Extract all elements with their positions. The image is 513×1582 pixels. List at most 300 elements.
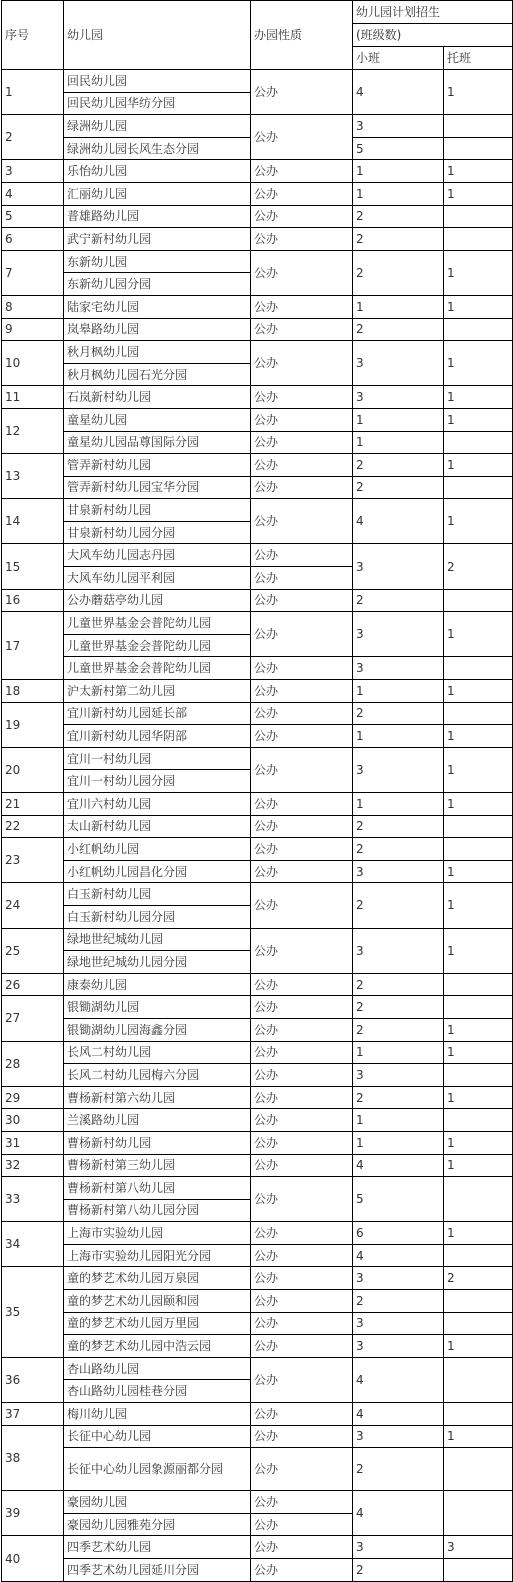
table-row — [2, 680, 513, 703]
kindergarten-cell: 太山新村幼儿园 — [64, 815, 251, 838]
small-cell: 3 — [353, 1312, 444, 1335]
nature-cell: 公办 — [251, 341, 353, 386]
nursery-cell: 1 — [444, 1425, 513, 1448]
small-cell: 2 — [353, 1448, 444, 1491]
nursery-cell: 1 — [444, 928, 513, 973]
small-cell: 2 — [353, 1018, 444, 1041]
kindergarten-cell: 宜川一村幼儿园分园 — [64, 770, 251, 793]
kindergarten-cell: 长风二村幼儿园梅六分园 — [64, 1064, 251, 1087]
seq-cell: 22 — [2, 815, 64, 838]
table-row — [2, 996, 513, 1019]
nursery-cell: 1 — [444, 1018, 513, 1041]
nursery-cell — [444, 476, 513, 499]
kindergarten-cell: 儿童世界基金会普陀幼儿园 — [64, 657, 251, 680]
header-row — [2, 1, 513, 24]
table-row — [2, 838, 513, 861]
small-cell: 1 — [353, 1131, 444, 1154]
nursery-cell: 1 — [444, 454, 513, 477]
nursery-cell: 1 — [444, 499, 513, 544]
nature-cell: 公办 — [251, 1131, 353, 1154]
table-row — [2, 1109, 513, 1132]
nature-cell: 公办 — [251, 1403, 353, 1426]
nature-cell: 公办 — [251, 160, 353, 183]
table-row — [2, 1335, 513, 1358]
nature-cell: 公办 — [251, 1312, 353, 1335]
small-cell: 2 — [353, 205, 444, 228]
table-row — [2, 408, 513, 431]
kindergarten-cell: 汇丽幼儿园 — [64, 182, 251, 205]
nature-cell: 公办 — [251, 408, 353, 431]
table-row — [2, 928, 513, 951]
small-cell: 4 — [353, 1403, 444, 1426]
table-row — [2, 860, 513, 883]
seq-cell: 1 — [2, 70, 64, 115]
kindergarten-cell: 沪太新村第二幼儿园 — [64, 680, 251, 703]
kindergarten-cell: 甘泉新村幼儿园 — [64, 499, 251, 522]
small-cell: 1 — [353, 680, 444, 703]
small-cell: 2 — [353, 589, 444, 612]
seq-cell: 7 — [2, 250, 64, 295]
nursery-cell: 1 — [444, 408, 513, 431]
seq-cell: 40 — [2, 1536, 64, 1581]
kindergarten-cell: 东新幼儿园分园 — [64, 273, 251, 296]
nature-cell: 公办 — [251, 544, 353, 567]
kindergarten-cell: 宜川六村幼儿园 — [64, 793, 251, 816]
small-cell: 6 — [353, 1222, 444, 1245]
table-row — [2, 1222, 513, 1245]
kindergarten-cell: 长风二村幼儿园 — [64, 1041, 251, 1064]
table-row — [2, 612, 513, 635]
nature-cell: 公办 — [251, 70, 353, 115]
nursery-cell: 1 — [444, 883, 513, 928]
nature-cell: 公办 — [251, 1425, 353, 1448]
nature-cell: 公办 — [251, 1491, 353, 1514]
seq-cell: 27 — [2, 996, 64, 1041]
nursery-cell — [444, 205, 513, 228]
header-kindergarten: 幼儿园 — [64, 1, 251, 70]
seq-cell: 12 — [2, 408, 64, 453]
nursery-cell: 1 — [444, 1041, 513, 1064]
table-body — [2, 1, 513, 1582]
kindergarten-cell: 豪园幼儿园 — [64, 1491, 251, 1514]
seq-cell: 32 — [2, 1154, 64, 1177]
table-row — [2, 725, 513, 748]
small-cell: 4 — [353, 70, 444, 115]
kindergarten-cell: 童的梦艺术幼儿园颐和园 — [64, 1290, 251, 1313]
table-row — [2, 1131, 513, 1154]
nursery-cell — [444, 1559, 513, 1582]
nature-cell: 公办 — [251, 1536, 353, 1559]
nature-cell: 公办 — [251, 476, 353, 499]
seq-cell: 2 — [2, 115, 64, 160]
nature-cell: 公办 — [251, 657, 353, 680]
nature-cell: 公办 — [251, 725, 353, 748]
small-cell: 1 — [353, 295, 444, 318]
table-row — [2, 70, 513, 93]
nursery-cell — [444, 815, 513, 838]
kindergarten-cell: 杏山路幼儿园桂巷分园 — [64, 1380, 251, 1403]
kindergarten-cell: 回民幼儿园 — [64, 70, 251, 93]
table-row — [2, 115, 513, 138]
seq-cell: 24 — [2, 883, 64, 928]
nursery-cell — [444, 1177, 513, 1222]
table-row — [2, 250, 513, 273]
kindergarten-cell: 甘泉新村幼儿园分园 — [64, 521, 251, 544]
nature-cell: 公办 — [251, 973, 353, 996]
nursery-cell — [444, 228, 513, 251]
table-row — [2, 295, 513, 318]
nature-cell: 公办 — [251, 1177, 353, 1222]
small-cell: 2 — [353, 1086, 444, 1109]
small-cell: 3 — [353, 928, 444, 973]
table-row — [2, 205, 513, 228]
nature-cell: 公办 — [251, 567, 353, 590]
table-row — [2, 1154, 513, 1177]
nature-cell: 公办 — [251, 996, 353, 1019]
kindergarten-cell: 银锄湖幼儿园 — [64, 996, 251, 1019]
nature-cell: 公办 — [251, 1448, 353, 1491]
small-cell: 4 — [353, 1491, 444, 1536]
small-cell: 2 — [353, 815, 444, 838]
nursery-cell: 1 — [444, 182, 513, 205]
table-row — [2, 589, 513, 612]
nature-cell: 公办 — [251, 1267, 353, 1290]
kindergarten-cell: 四季艺术幼儿园延川分园 — [64, 1559, 251, 1582]
header-nursery: 托班 — [444, 47, 513, 70]
seq-cell: 15 — [2, 544, 64, 589]
nursery-cell: 1 — [444, 295, 513, 318]
kindergarten-cell: 宜川新村幼儿园华阴部 — [64, 725, 251, 748]
kindergarten-cell: 曹杨新村第八幼儿园 — [64, 1177, 251, 1200]
nursery-cell — [444, 657, 513, 680]
nature-cell: 公办 — [251, 680, 353, 703]
table-row — [2, 1559, 513, 1582]
nursery-cell — [444, 589, 513, 612]
small-cell: 2 — [353, 702, 444, 725]
small-cell: 3 — [353, 386, 444, 409]
kindergarten-cell: 石岚新村幼儿园 — [64, 386, 251, 409]
nursery-cell: 1 — [444, 341, 513, 386]
small-cell: 3 — [353, 1335, 444, 1358]
seq-cell: 10 — [2, 341, 64, 386]
nursery-cell — [444, 1290, 513, 1313]
small-cell: 4 — [353, 1154, 444, 1177]
kindergarten-cell: 上海市实验幼儿园 — [64, 1222, 251, 1245]
nature-cell: 公办 — [251, 454, 353, 477]
table-row — [2, 1018, 513, 1041]
table-row — [2, 1064, 513, 1087]
small-cell: 3 — [353, 115, 444, 138]
nursery-cell — [444, 1357, 513, 1402]
small-cell: 3 — [353, 544, 444, 589]
kindergarten-cell: 武宁新村幼儿园 — [64, 228, 251, 251]
nursery-cell — [444, 431, 513, 454]
kindergarten-cell: 乐怡幼儿园 — [64, 160, 251, 183]
kindergarten-cell: 宜川新村幼儿园延长部 — [64, 702, 251, 725]
nursery-cell: 1 — [444, 793, 513, 816]
seq-cell: 18 — [2, 680, 64, 703]
nursery-cell: 1 — [444, 1154, 513, 1177]
kindergarten-cell: 管弄新村幼儿园宝华分园 — [64, 476, 251, 499]
small-cell: 2 — [353, 1290, 444, 1313]
small-cell: 3 — [353, 612, 444, 657]
table-row — [2, 182, 513, 205]
nursery-cell: 1 — [444, 160, 513, 183]
small-cell: 4 — [353, 499, 444, 544]
kindergarten-cell: 四季艺术幼儿园 — [64, 1536, 251, 1559]
table-row — [2, 1536, 513, 1559]
nursery-cell — [444, 996, 513, 1019]
nursery-cell: 1 — [444, 386, 513, 409]
seq-cell: 5 — [2, 205, 64, 228]
nature-cell: 公办 — [251, 793, 353, 816]
nature-cell: 公办 — [251, 883, 353, 928]
kindergarten-cell: 陆家宅幼儿园 — [64, 295, 251, 318]
seq-cell: 13 — [2, 454, 64, 499]
nature-cell: 公办 — [251, 205, 353, 228]
table-row — [2, 431, 513, 454]
kindergarten-cell: 管弄新村幼儿园 — [64, 454, 251, 477]
nursery-cell — [444, 1312, 513, 1335]
small-cell: 1 — [353, 1109, 444, 1132]
nursery-cell: 1 — [444, 725, 513, 748]
seq-cell: 33 — [2, 1177, 64, 1222]
nursery-cell: 1 — [444, 70, 513, 115]
seq-cell: 38 — [2, 1425, 64, 1491]
table-row — [2, 702, 513, 725]
nursery-cell — [444, 1403, 513, 1426]
table-row — [2, 1290, 513, 1313]
table-row — [2, 476, 513, 499]
nature-cell: 公办 — [251, 1559, 353, 1582]
nature-cell: 公办 — [251, 747, 353, 792]
kindergarten-cell: 绿洲幼儿园长风生态分园 — [64, 137, 251, 160]
seq-cell: 23 — [2, 838, 64, 883]
nursery-cell: 3 — [444, 1536, 513, 1559]
nursery-cell — [444, 137, 513, 160]
small-cell: 2 — [353, 883, 444, 928]
table-row — [2, 1244, 513, 1267]
small-cell: 2 — [353, 454, 444, 477]
kindergarten-cell: 绿地世纪城幼儿园分园 — [64, 951, 251, 974]
nursery-cell: 1 — [444, 747, 513, 792]
kindergarten-cell: 儿童世界基金会普陀幼儿园 — [64, 612, 251, 635]
small-cell: 3 — [353, 747, 444, 792]
nursery-cell: 1 — [444, 1222, 513, 1245]
nursery-cell — [444, 115, 513, 138]
nature-cell: 公办 — [251, 250, 353, 295]
header-plan-unit: (班级数) — [353, 24, 513, 47]
kindergarten-cell: 东新幼儿园 — [64, 250, 251, 273]
nursery-cell — [444, 1109, 513, 1132]
nursery-cell — [444, 1244, 513, 1267]
kindergarten-cell: 银锄湖幼儿园海鑫分园 — [64, 1018, 251, 1041]
kindergarten-cell: 童星幼儿园品尊国际分园 — [64, 431, 251, 454]
seq-cell: 29 — [2, 1086, 64, 1109]
kindergarten-cell: 上海市实验幼儿园阳光分园 — [64, 1244, 251, 1267]
kindergarten-cell: 曹杨新村幼儿园 — [64, 1131, 251, 1154]
kindergarten-cell: 绿洲幼儿园 — [64, 115, 251, 138]
kindergarten-cell: 回民幼儿园华纺分园 — [64, 92, 251, 115]
nursery-cell — [444, 1064, 513, 1087]
nature-cell: 公办 — [251, 115, 353, 160]
table-row — [2, 1041, 513, 1064]
small-cell: 1 — [353, 160, 444, 183]
seq-cell: 30 — [2, 1109, 64, 1132]
nursery-cell: 1 — [444, 1335, 513, 1358]
seq-cell: 17 — [2, 612, 64, 680]
table-row — [2, 454, 513, 477]
small-cell: 3 — [353, 341, 444, 386]
nature-cell: 公办 — [251, 928, 353, 973]
nursery-cell — [444, 702, 513, 725]
nature-cell: 公办 — [251, 228, 353, 251]
seq-cell: 11 — [2, 386, 64, 409]
nature-cell: 公办 — [251, 1086, 353, 1109]
kindergarten-cell: 兰溪路幼儿园 — [64, 1109, 251, 1132]
kindergarten-cell: 普雄路幼儿园 — [64, 205, 251, 228]
seq-cell: 3 — [2, 160, 64, 183]
table-row — [2, 1267, 513, 1290]
nature-cell: 公办 — [251, 815, 353, 838]
nursery-cell — [444, 318, 513, 341]
small-cell: 2 — [353, 1559, 444, 1582]
kindergarten-cell: 绿地世纪城幼儿园 — [64, 928, 251, 951]
seq-cell: 39 — [2, 1491, 64, 1536]
nature-cell: 公办 — [251, 1041, 353, 1064]
seq-cell: 26 — [2, 973, 64, 996]
kindergarten-cell: 长征中心幼儿园象源丽都分园 — [64, 1448, 251, 1491]
kindergarten-cell: 曹杨新村第三幼儿园 — [64, 1154, 251, 1177]
kindergarten-cell: 童星幼儿园 — [64, 408, 251, 431]
kindergarten-cell: 小红帆幼儿园昌化分园 — [64, 860, 251, 883]
seq-cell: 9 — [2, 318, 64, 341]
nursery-cell: 1 — [444, 1086, 513, 1109]
table-row — [2, 1086, 513, 1109]
kindergarten-cell: 康泰幼儿园 — [64, 973, 251, 996]
nursery-cell — [444, 1448, 513, 1491]
seq-cell: 34 — [2, 1222, 64, 1267]
nature-cell: 公办 — [251, 1222, 353, 1245]
kindergarten-cell: 长征中心幼儿园 — [64, 1425, 251, 1448]
kindergarten-cell: 童的梦艺术幼儿园万里园 — [64, 1312, 251, 1335]
nature-cell: 公办 — [251, 1154, 353, 1177]
kindergarten-cell: 豪园幼儿园雅苑分园 — [64, 1513, 251, 1536]
small-cell: 1 — [353, 725, 444, 748]
small-cell: 3 — [353, 1267, 444, 1290]
nursery-cell — [444, 1491, 513, 1536]
small-cell: 3 — [353, 1064, 444, 1087]
kindergarten-cell: 大风车幼儿园平利园 — [64, 567, 251, 590]
header-seq: 序号 — [2, 1, 64, 70]
kindergarten-cell: 杏山路幼儿园 — [64, 1357, 251, 1380]
small-cell: 1 — [353, 182, 444, 205]
nursery-cell — [444, 838, 513, 861]
small-cell: 1 — [353, 431, 444, 454]
table-row — [2, 1177, 513, 1200]
small-cell: 2 — [353, 838, 444, 861]
seq-cell: 31 — [2, 1131, 64, 1154]
nursery-cell: 1 — [444, 612, 513, 657]
kindergarten-cell: 童的梦艺术幼儿园中浩云园 — [64, 1335, 251, 1358]
nursery-cell — [444, 973, 513, 996]
nature-cell: 公办 — [251, 1018, 353, 1041]
nature-cell: 公办 — [251, 702, 353, 725]
nature-cell: 公办 — [251, 431, 353, 454]
nature-cell: 公办 — [251, 860, 353, 883]
nature-cell: 公办 — [251, 318, 353, 341]
header-small: 小班 — [353, 47, 444, 70]
small-cell: 1 — [353, 408, 444, 431]
table-row — [2, 1448, 513, 1491]
table-row — [2, 1425, 513, 1448]
kindergarten-cell: 梅川幼儿园 — [64, 1403, 251, 1426]
small-cell: 2 — [353, 996, 444, 1019]
table-row — [2, 228, 513, 251]
seq-cell: 8 — [2, 295, 64, 318]
small-cell: 2 — [353, 476, 444, 499]
table-row — [2, 318, 513, 341]
small-cell: 2 — [353, 318, 444, 341]
kindergarten-cell: 曹杨新村第六幼儿园 — [64, 1086, 251, 1109]
seq-cell: 19 — [2, 702, 64, 747]
kindergarten-cell: 大风车幼儿园志丹园 — [64, 544, 251, 567]
kindergarten-cell: 童的梦艺术幼儿园万泉园 — [64, 1267, 251, 1290]
kindergarten-cell: 曹杨新村第八幼儿园分园 — [64, 1199, 251, 1222]
nursery-cell: 1 — [444, 860, 513, 883]
nature-cell: 公办 — [251, 1513, 353, 1536]
table-row — [2, 1357, 513, 1380]
table-row — [2, 341, 513, 364]
nature-cell: 公办 — [251, 838, 353, 861]
kindergarten-cell: 儿童世界基金会普陀幼儿园 — [64, 634, 251, 657]
table-row — [2, 883, 513, 906]
small-cell: 1 — [353, 1041, 444, 1064]
table-row — [2, 815, 513, 838]
kindergarten-cell: 岚皋路幼儿园 — [64, 318, 251, 341]
table-row — [2, 1491, 513, 1514]
table-row — [2, 386, 513, 409]
kindergarten-cell: 小红帆幼儿园 — [64, 838, 251, 861]
nature-cell: 公办 — [251, 182, 353, 205]
small-cell: 2 — [353, 973, 444, 996]
kindergarten-cell: 白玉新村幼儿园 — [64, 883, 251, 906]
nature-cell: 公办 — [251, 1109, 353, 1132]
seq-cell: 20 — [2, 747, 64, 792]
kindergarten-cell: 秋月枫幼儿园石光分园 — [64, 363, 251, 386]
kindergarten-cell: 秋月枫幼儿园 — [64, 341, 251, 364]
seq-cell: 16 — [2, 589, 64, 612]
seq-cell: 6 — [2, 228, 64, 251]
nature-cell: 公办 — [251, 1357, 353, 1402]
nature-cell: 公办 — [251, 499, 353, 544]
seq-cell: 14 — [2, 499, 64, 544]
nature-cell: 公办 — [251, 1335, 353, 1358]
small-cell: 2 — [353, 250, 444, 295]
seq-cell: 36 — [2, 1357, 64, 1402]
nature-cell: 公办 — [251, 1244, 353, 1267]
table-row — [2, 499, 513, 522]
table-row — [2, 160, 513, 183]
nursery-cell: 2 — [444, 544, 513, 589]
nursery-cell: 1 — [444, 1131, 513, 1154]
nature-cell: 公办 — [251, 612, 353, 657]
small-cell: 3 — [353, 1425, 444, 1448]
table-row — [2, 1403, 513, 1426]
nature-cell: 公办 — [251, 1290, 353, 1313]
nature-cell: 公办 — [251, 589, 353, 612]
small-cell: 1 — [353, 793, 444, 816]
